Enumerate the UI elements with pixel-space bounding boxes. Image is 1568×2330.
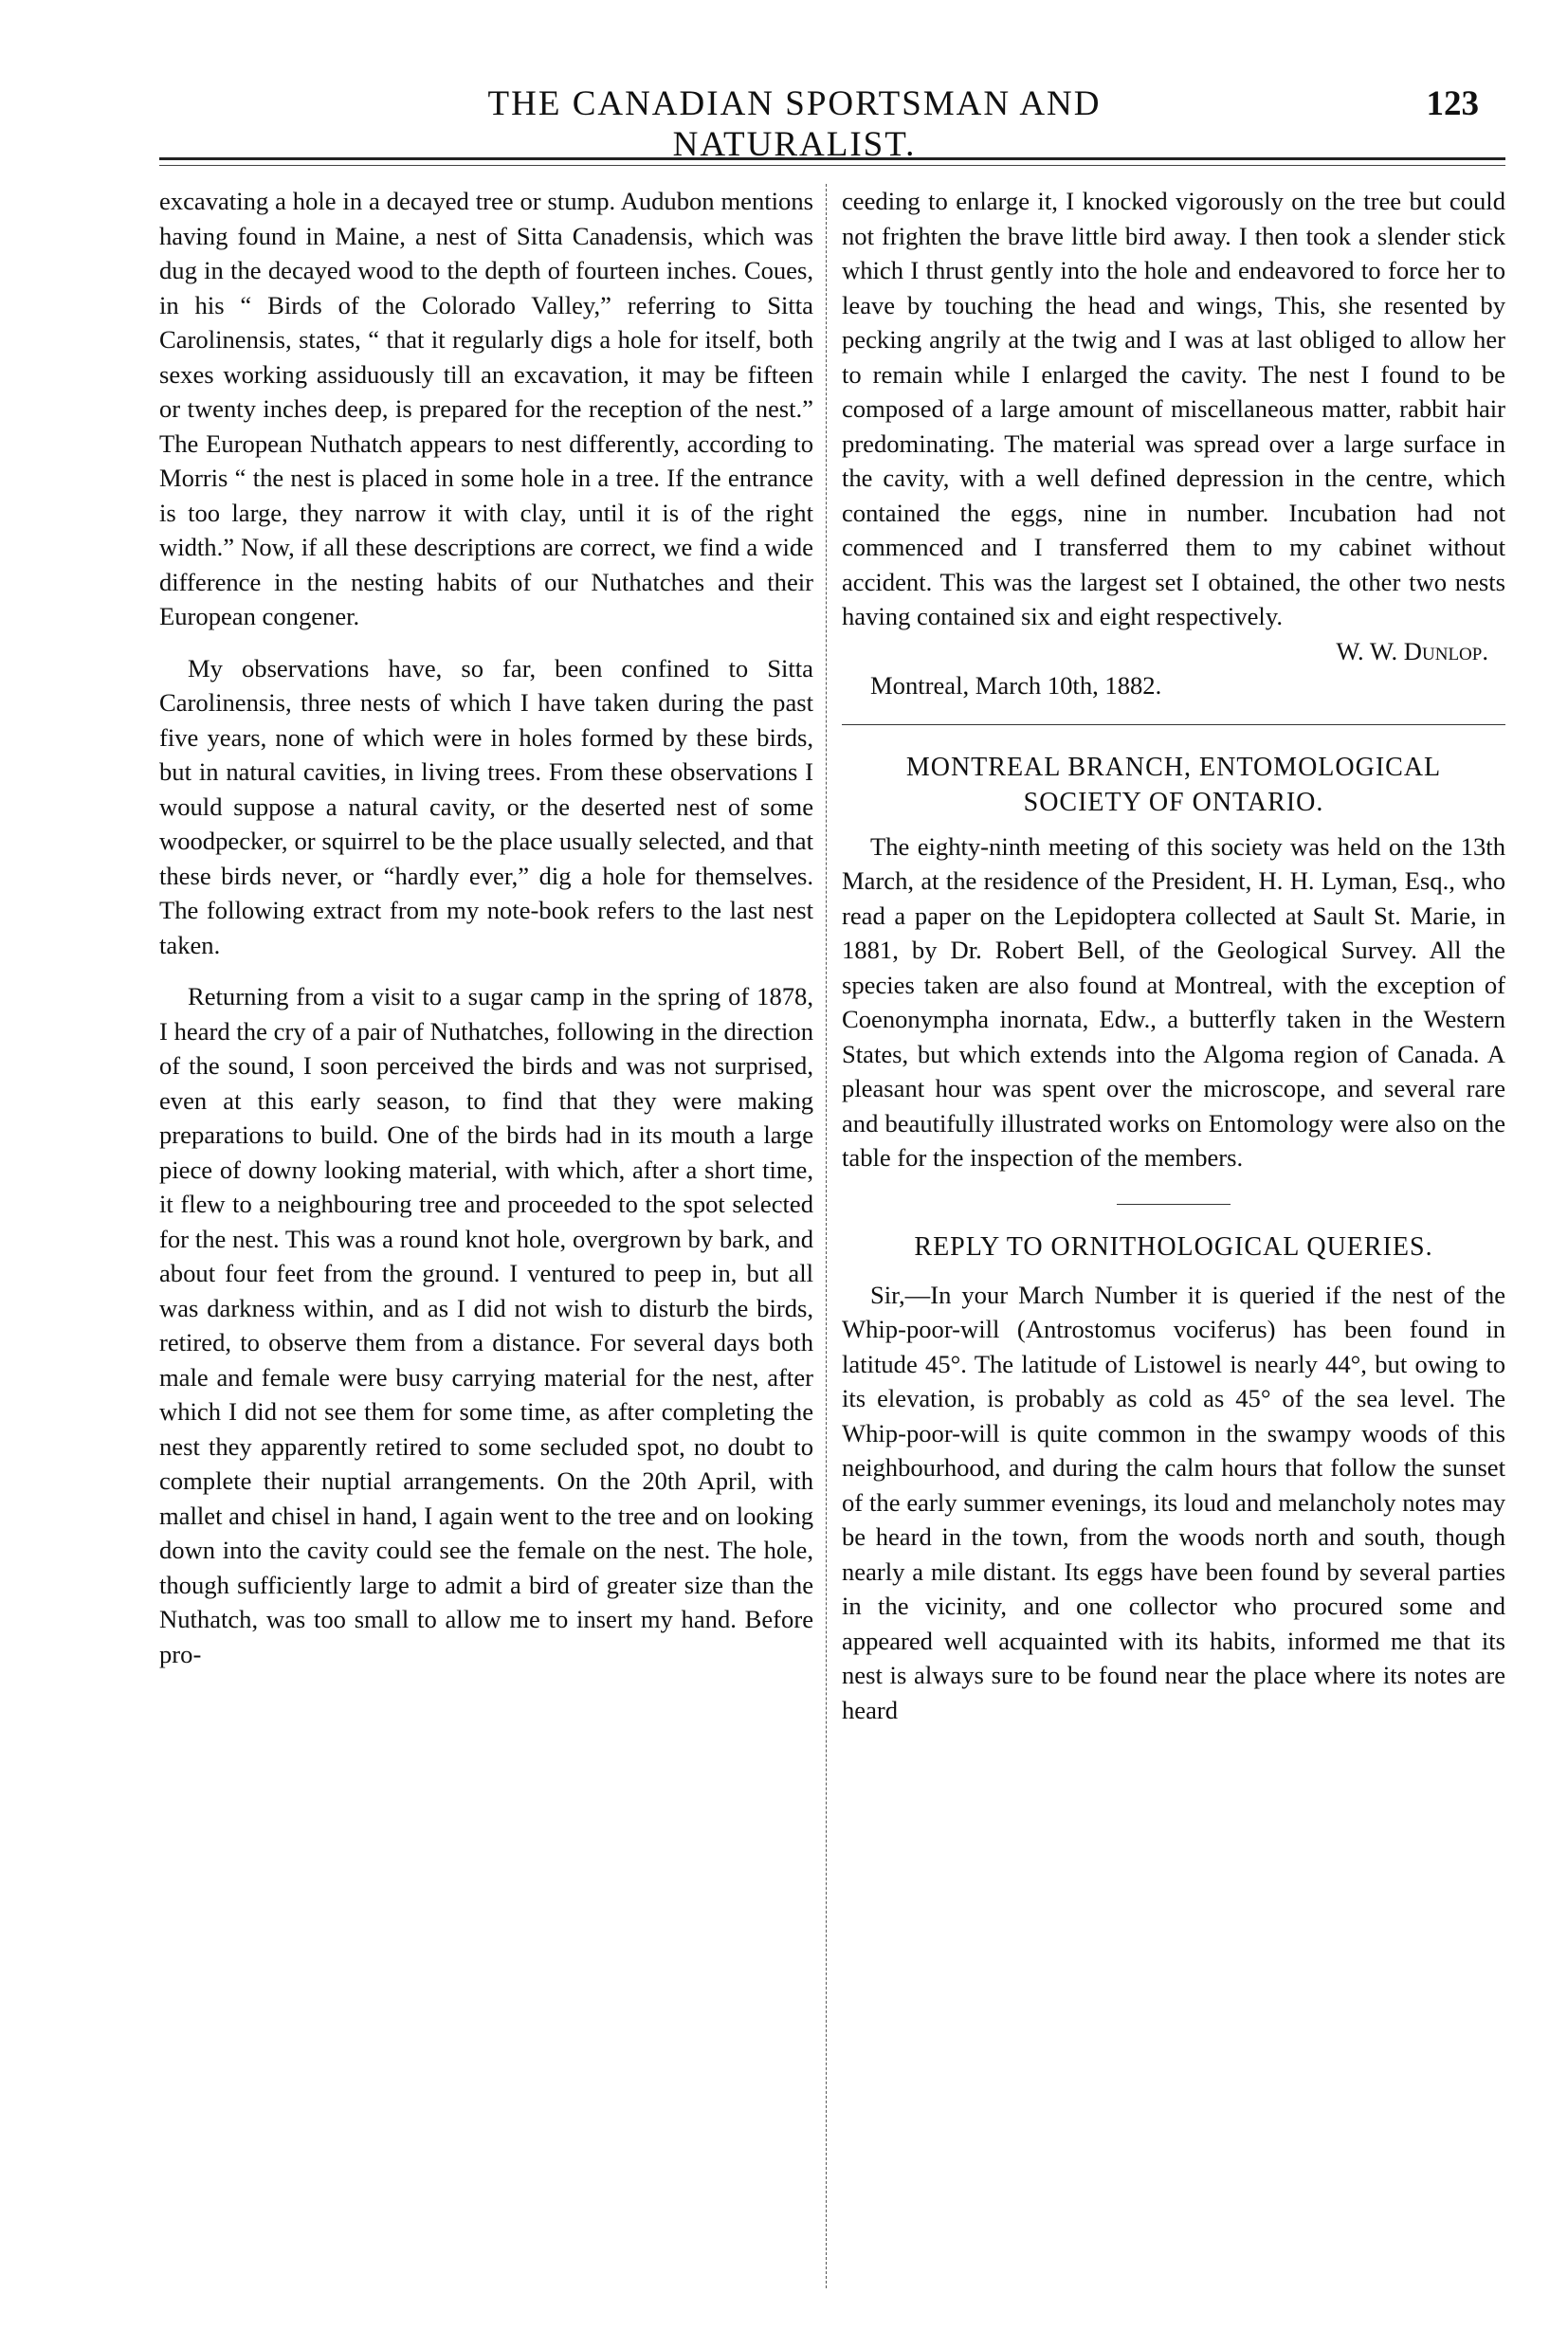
running-header [159,83,1505,164]
right-paragraph-2: The eighty-ninth meeting of this society was held on the 13th March, at the residence of the President, H. H. Lyman, Esq., who read a paper on the Lepidoptera collected at Sault St. Marie, in 1881, by Dr. Robert Bell, of the Geological Survey. All the species taken are also found at Montreal, with the exception of Coenonympha inornata, Edw., a butterfly taken in the Western States, but which extends into the Algoma region of Canada. A pleasant hour was spent over the microscope, and several rare and beautifully illustrated works on Entomology were also on the table for the inspection of the members. [842,831,1505,1172]
column-divider [826,184,827,2288]
author-signature: W. W. Dunlop. [1336,636,1488,665]
section-heading-entomological-sub: SOCIETY OF ONTARIO. [1023,787,1324,817]
journal-title: THE CANADIAN SPORTSMAN AND NATURALIST. [487,84,1102,164]
header-rule [159,157,1505,160]
left-paragraph-2: My observations have, so far, been confined to Sitta Carolinensis, three nests of which I have taken during the past five years, none of which were in holes formed by these birds, but in natural cavities, in living trees. From these observations I would suppose a natural cavity, or the deserted nest of some woodpecker, or squirrel to be the place usually selected, and that these birds never, or “hardly ever,” dig a hole for themselves. The following extract from my note-book refers to the last nest taken. [159,653,813,959]
left-column [159,184,813,2298]
section-heading-ornithological: REPLY TO ORNITHOLOGICAL QUERIES. [914,1231,1433,1262]
left-paragraph-1: excavating a hole in a decayed tree or stump. Audubon mentions having found in Maine, a nest of Sitta Canadensis, which was dug in the decayed wood to the depth of fourteen inches. Coues, in his “ Birds of the Colorado Valley,” referring to Sitta Carolinensis, states, “ that it regularly digs a hole for itself, both sexes working assiduously till an excavation, it may be fifteen or twenty inches deep, is prepared for the reception of the nest.” The European Nuthatch appears to nest differently, according to Morris “ the nest is placed in some hole in a tree. If the entrance is too large, they narrow it with clay, until it is of the right width.” Now, if all these descriptions are correct, we find a wide difference in the nesting habits of our Nuthatches and their European congener. [159,187,813,630]
right-column [842,184,1505,2298]
right-paragraph-3: Sir,—In your March Number it is queried if the nest of the Whip-poor-will (Antrostomus vociferus) has been found in latitude 45°. The latitude of Listowel is nearly 44°, but owing to its elevation, is probably as cold as 45° of the sea level. The Whip-poor-will is quite common in the swampy woods of this neighbourhood, and during the calm hours that follow the sunset of the early summer evenings, its loud and melancholy notes may be heard in the town, from the woods north and south, though nearly a mile distant. Its eggs have been found by several parties in the vicinity, and one collector who procured some and appeared well acquainted with its habits, informed me that its nest is always sure to be found near the place where its notes are heard [842,1280,1505,1724]
short-rule [1117,1204,1231,1205]
dateline: Montreal, March 10th, 1882. [870,671,1162,700]
section-rule [842,724,1505,725]
page-number: 123 [1426,84,1479,123]
left-paragraph-3: Returning from a visit to a sugar camp in the spring of 1878, I heard the cry of a pair of Nuthatches, following in the direction of the sound, I soon perceived the birds and was not surprised, even at this early season, to find that they were making preparations to build. One of the birds had in its mouth a large piece of downy looking material, with which, after a short time, it flew to a neighbouring tree and proceeded to the spot selected for the nest. This was a round knot hole, overgrown by bark, and about four feet from the ground. I ventured to peep in, but all was darkness within, and as I did not wish to disturb the birds, retired, to observe them from a distance. For several days both male and female were busy carrying material for the nest, after which I did not see them for some time, as after completing the nest they apparently retired to some secluded spot, no doubt to complete their nuptial arrangements. On the 20th April, with mallet and chisel in hand, I again went to the tree and on looking down into the cavity could see the female on the nest. The hole, though sufficiently large to admit a bird of greater size than the Nuthatch, was too small to allow me to insert my hand. Before pro- [159,982,813,1668]
section-heading-entomological: MONTREAL BRANCH, ENTOMOLOGICAL [905,752,1442,782]
right-paragraph-1: ceeding to enlarge it, I knocked vigorously on the tree but could not frighten the brave little bird away. I then took a slender stick which I thrust gently into the hole and endeavored to force her to leave by touching the head and wings, This, she resented by pecking angrily at the twig and I was at last obliged to allow her to remain while I enlarged the cavity. The nest I found to be composed of a large amount of miscellaneous matter, rabbit hair predominating. The material was spread over a large surface in the cavity, with a well defined depression in the centre, which contained the eggs, nine in number. Incubation had not commenced and I transferred them to my cabinet without accident. This was the largest set I obtained, the other two nests having contained six and eight respectively. [842,187,1505,630]
header-rule-thin [159,165,1505,166]
